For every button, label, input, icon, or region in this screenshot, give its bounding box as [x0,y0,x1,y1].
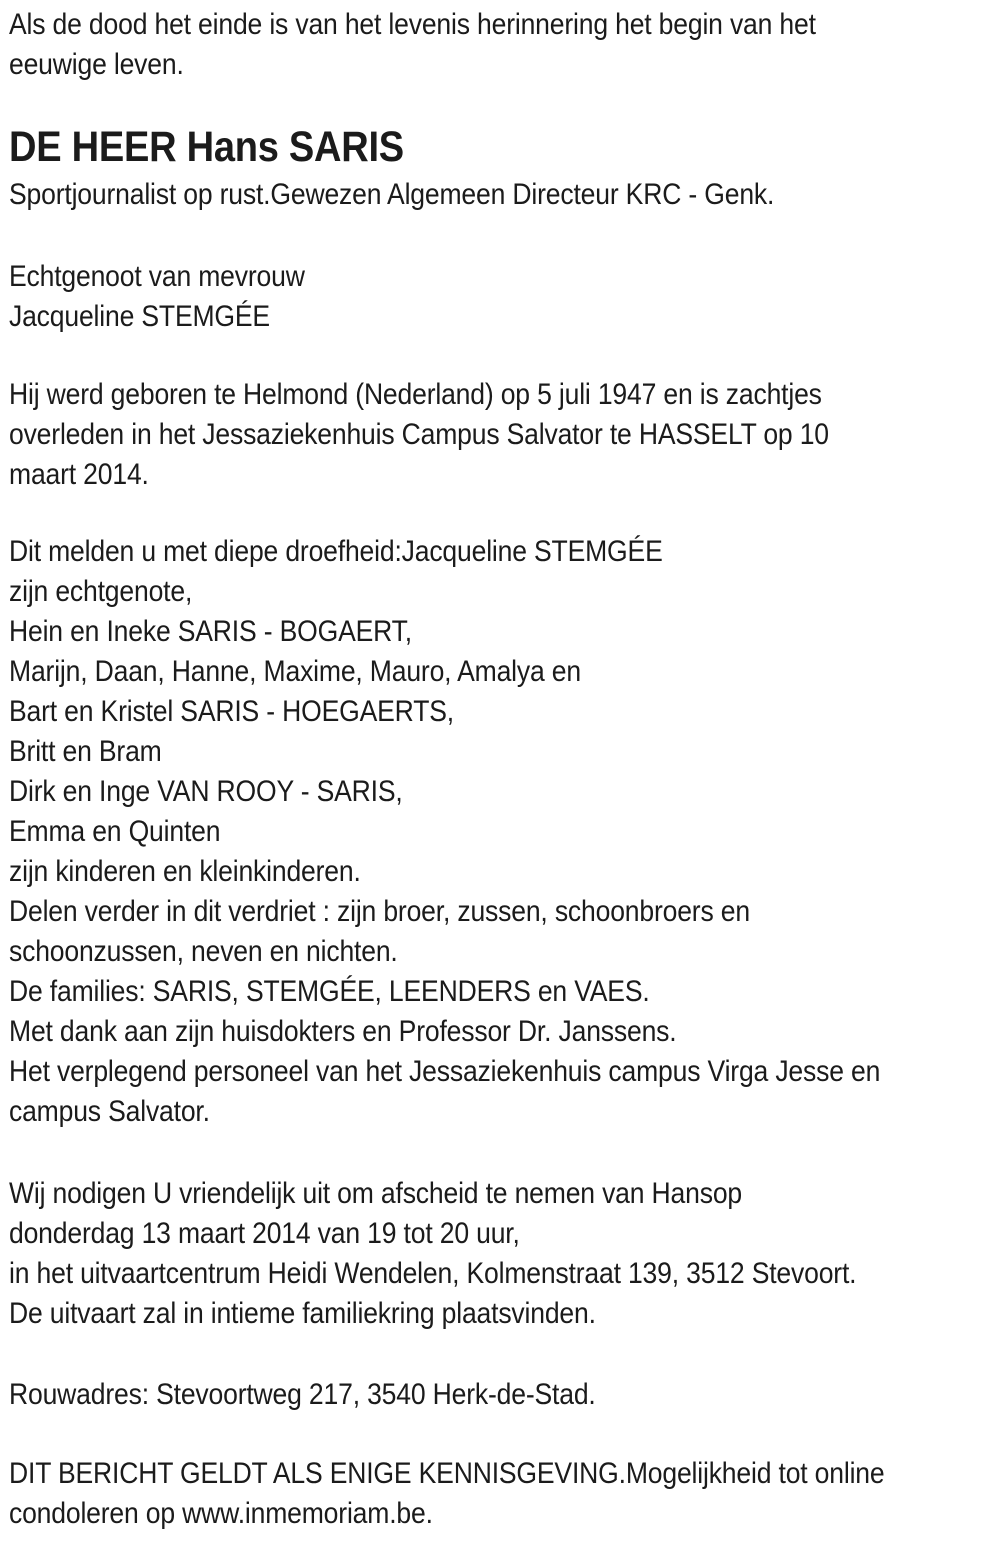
announcement-line: Emma en Quinten [9,815,221,848]
spouse-name-line: Jacqueline STEMGÉE [9,300,270,333]
farewell-line: donderdag 13 maart 2014 van 19 tot 20 uur, [9,1217,520,1250]
spouse-line: Echtgenoot van mevrouw [9,260,305,293]
farewell-line: in het uitvaartcentrum Heidi Wendelen, Kolmenstraat 139, 3512 Stevoort. [9,1257,857,1290]
epigraph-paragraph [9,5,886,85]
birth-death-line: maart 2014. [9,458,149,491]
announcement-line: zijn kinderen en kleinkinderen. [9,855,361,888]
mourning-address-paragraph [9,1375,886,1415]
farewell-line: De uitvaart zal in intieme familiekring plaatsvinden. [9,1297,596,1330]
deceased-subtitle: Sportjournalist op rust.Gewezen Algemeen Directeur KRC - Genk. [9,178,775,211]
deceased-header [9,119,886,215]
thanks-line: Met dank aan zijn huisdokters en Professor Dr. Janssens. [9,1015,677,1048]
obituary-content [9,5,886,1534]
announcement-line: Marijn, Daan, Hanne, Maxime, Mauro, Amalya en [9,655,581,688]
mourning-address-line: Rouwadres: Stevoortweg 217, 3540 Herk-de-Stad. [9,1378,596,1411]
epigraph-line: Als de dood het einde is van het levenis herinnering het begin van het [9,8,816,41]
announcement-paragraph [9,532,886,1132]
thanks-line: campus Salvator. [9,1095,210,1128]
epigraph-line: eeuwige leven. [9,48,184,81]
thanks-line: Het verplegend personeel van het Jessaziekenhuis campus Virga Jesse en [9,1055,881,1088]
deceased-name-heading: DE HEER Hans SARIS [9,123,404,171]
notice-paragraph [9,1454,886,1534]
families-line: De families: SARIS, STEMGÉE, LEENDERS en VAES. [9,975,650,1008]
birth-death-line: Hij werd geboren te Helmond (Nederland) op 5 juli 1947 en is zachtjes [9,378,822,411]
announcement-line: Delen verder in dit verdriet : zijn broer, zussen, schoonbroers en [9,895,750,928]
announcement-line: zijn echtgenote, [9,575,193,608]
spouse-paragraph [9,257,886,337]
notice-line: condoleren op www.inmemoriam.be. [9,1497,433,1530]
announcement-line: Bart en Kristel SARIS - HOEGAERTS, [9,695,454,728]
announcement-line: Hein en Ineke SARIS - BOGAERT, [9,615,412,648]
birth-death-line: overleden in het Jessaziekenhuis Campus Salvator te HASSELT op 10 [9,418,829,451]
notice-line: DIT BERICHT GELDT ALS ENIGE KENNISGEVING.Mogelijkheid tot online [9,1457,885,1490]
announcement-line: Dirk en Inge VAN ROOY - SARIS, [9,775,403,808]
announcement-line: Dit melden u met diepe droefheid:Jacqueline STEMGÉE [9,535,663,568]
announcement-line: schoonzussen, neven en nichten. [9,935,398,968]
announcement-line: Britt en Bram [9,735,162,768]
farewell-line: Wij nodigen U vriendelijk uit om afscheid te nemen van Hansop [9,1177,743,1210]
farewell-paragraph [9,1174,886,1334]
birth-death-paragraph [9,375,886,495]
